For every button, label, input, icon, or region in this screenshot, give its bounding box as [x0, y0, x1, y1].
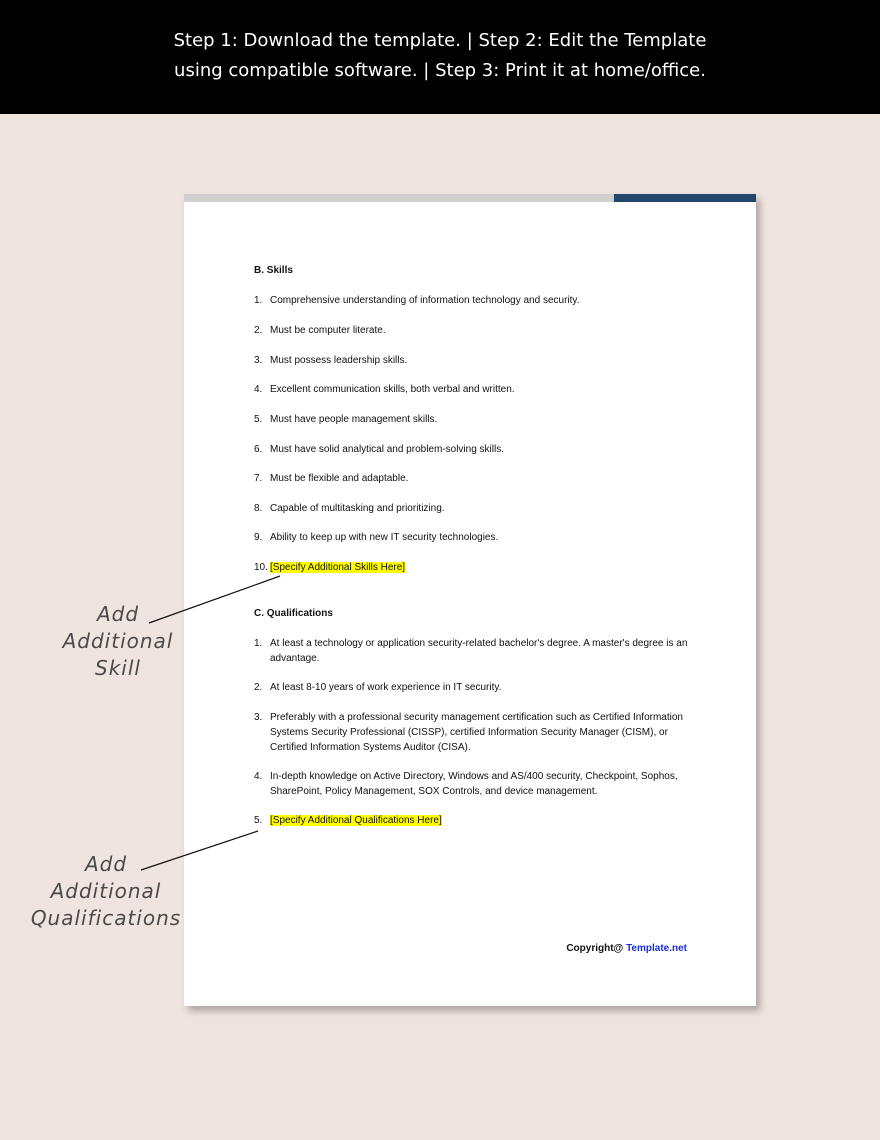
callout-line-text: Add: [84, 852, 128, 876]
item-number: 6.: [254, 444, 263, 455]
item-text: Must be flexible and adaptable.: [270, 473, 409, 484]
skills-heading: B. Skills: [254, 265, 293, 276]
item-text: At least a technology or application security-related bachelor's degree. A master's degree is an advantage.: [270, 638, 688, 664]
item-number: 1.: [254, 295, 263, 306]
banner-line-1: Step 1: Download the template. | Step 2: Edit the Template: [173, 30, 707, 51]
copyright-label: Copyright@: [566, 943, 627, 954]
item-number: 9.: [254, 532, 263, 543]
item-number: 3.: [254, 355, 263, 366]
item-number: 1.: [254, 638, 263, 649]
item-text: Must have solid analytical and problem-solving skills.: [270, 444, 504, 455]
item-number: 10.: [254, 562, 268, 573]
callout-line-text: Additional: [50, 879, 162, 903]
item-text: Comprehensive understanding of information technology and security.: [270, 295, 580, 306]
item-text: Must possess leadership skills.: [270, 355, 408, 366]
callout-line-text: Additional: [62, 629, 174, 653]
item-number: 4.: [254, 771, 263, 782]
add-skill-callout: [48, 601, 188, 682]
item-number: 7.: [254, 473, 263, 484]
callout-line-text: Add: [96, 602, 140, 626]
item-text: Capable of multitasking and prioritizing.: [270, 503, 445, 514]
item-number: 8.: [254, 503, 263, 514]
qualifications-heading: C. Qualifications: [254, 608, 333, 619]
template-net-link[interactable]: Template.net: [626, 943, 687, 954]
item-number: 5.: [254, 414, 263, 425]
item-text: Ability to keep up with new IT security technologies.: [270, 532, 499, 543]
item-text: Must have people management skills.: [270, 414, 438, 425]
item-number: 2.: [254, 682, 263, 693]
callout-line-text: Skill: [95, 656, 141, 680]
item-text: Preferably with a professional security management certification such as Certified Information Systems Security Professional (CISSP), certified Information Security Manager (CISM), or Certified Information Systems Auditor (CISA).: [270, 712, 683, 753]
item-number: 4.: [254, 384, 263, 395]
item-number: 2.: [254, 325, 263, 336]
item-number: 5.: [254, 815, 263, 826]
item-text: At least 8-10 years of work experience in IT security.: [270, 682, 502, 693]
placeholder-skills-field[interactable]: [Specify Additional Skills Here]: [270, 562, 406, 573]
add-qualifications-callout: [28, 851, 184, 932]
item-text: In-depth knowledge on Active Directory, Windows and AS/400 security, Checkpoint, Sophos, SharePoint, Policy Management, SOX Controls, and device management.: [270, 771, 678, 797]
item-text: Excellent communication skills, both verbal and written.: [270, 384, 515, 395]
placeholder-qualifications-field[interactable]: [Specify Additional Qualifications Here]: [270, 815, 442, 826]
callout-line-text: Qualifications: [30, 906, 182, 930]
banner-line-2: using compatible software. | Step 3: Print it at home/office.: [174, 60, 706, 81]
item-text: Must be computer literate.: [270, 325, 386, 336]
item-number: 3.: [254, 712, 263, 723]
